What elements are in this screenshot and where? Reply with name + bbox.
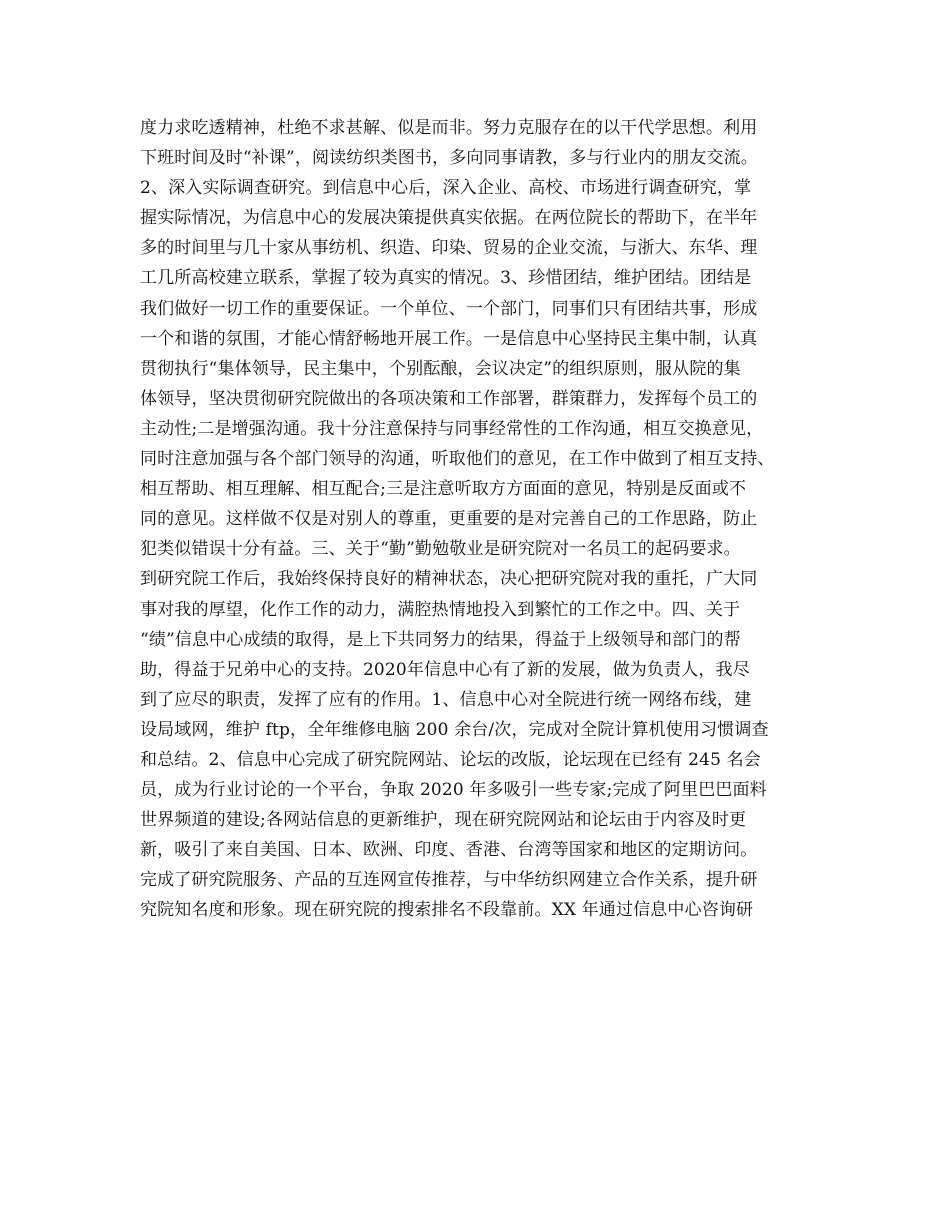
text-line: 多的时间里与几十家从事纺机、织造、印染、贸易的企业交流，与浙大、东华、理 bbox=[140, 238, 758, 259]
text-line: 助，得益于兄弟中心的支持。2020年信息中心有了新的发展，做为负责人，我尽 bbox=[140, 659, 750, 680]
text-line: 员，成为行业讨论的一个平台，争取 2020 年多吸引一些专家;完成了阿里巴巴面料 bbox=[140, 780, 767, 801]
body-text bbox=[140, 113, 830, 926]
text-line: 设局域网，维护 ftp，全年维修电脑 200 余台/次，完成对全院计算机使用习惯调查 bbox=[140, 719, 769, 740]
text-line: 同时注意加强与各个部门领导的沟通，听取他们的意见，在工作中做到了相互支持、 bbox=[140, 449, 775, 470]
text-line: 和总结。2、信息中心完成了研究院网站、论坛的改版，论坛现在已经有 245 名会 bbox=[140, 749, 761, 770]
text-line: 一个和谐的氛围，才能心情舒畅地开展工作。一是信息中心坚持民主集中制，认真 bbox=[140, 328, 758, 349]
text-line: 新，吸引了来自美国、日本、欧洲、印度、香港、台湾等国家和地区的定期访问。 bbox=[140, 840, 758, 861]
text-line: 握实际情况，为信息中心的发展决策提供真实依据。在两位院长的帮助下，在半年 bbox=[140, 208, 758, 229]
text-line: 我们做好一切工作的重要保证。一个单位、一个部门，同事们只有团结共事，形成 bbox=[140, 298, 758, 319]
text-line: 究院知名度和形象。现在研究院的搜索排名不段靠前。XX 年通过信息中心咨询研 bbox=[140, 900, 754, 921]
text-line: 到研究院工作后，我始终保持良好的精神状态，决心把研究院对我的重托，广大同 bbox=[140, 569, 758, 590]
text-line: 世界频道的建设;各网站信息的更新维护，现在研究院网站和论坛由于内容及时更 bbox=[140, 810, 747, 831]
text-line: 工几所高校建立联系，掌握了较为真实的情况。3、珍惜团结，维护团结。团结是 bbox=[140, 268, 752, 289]
text-line: 2、深入实际调查研究。到信息中心后，深入企业、高校、市场进行调查研究，掌 bbox=[140, 178, 752, 199]
text-line: 下班时间及时“补课”，阅读纺织类图书，多向同事请教，多与行业内的朋友交流。 bbox=[140, 148, 758, 169]
text-line: 到了应尽的职责，发挥了应有的作用。1、信息中心对全院进行统一网络布线，建 bbox=[140, 689, 752, 710]
text-line: 体领导，坚决贯彻研究院做出的各项决策和工作部署，群策群力，发挥每个员工的 bbox=[140, 388, 758, 409]
text-line: 度力求吃透精神，杜绝不求甚解、似是而非。努力克服存在的以干代学思想。利用 bbox=[140, 118, 758, 138]
text-line: 主动性;二是增强沟通。我十分注意保持与同事经常性的工作沟通，相互交换意见， bbox=[140, 418, 764, 439]
text-line: 完成了研究院服务、产品的互连网宣传推荐，与中华纺织网建立合作关系，提升研 bbox=[140, 870, 758, 891]
text-line: “绩”信息中心成绩的取得，是上下共同努力的结果，得益于上级领导和部门的帮 bbox=[140, 629, 741, 650]
text-line: 事对我的厚望，化作工作的动力，满腔热情地投入到繁忙的工作之中。四、关于 bbox=[140, 599, 741, 620]
text-line: 贯彻执行“集体领导，民主集中，个别酝酿，会议决定”的组织原则，服从院的集 bbox=[140, 358, 741, 379]
text-line: 相互帮助、相互理解、相互配合;三是注意听取方方面面的意见，特别是反面或不 bbox=[140, 479, 747, 500]
text-line: 犯类似错误十分有益。三、关于“勤”勤勉敬业是研究院对一名员工的起码要求。 bbox=[140, 539, 741, 560]
text-line: 同的意见。这样做不仅是对别人的尊重，更重要的是对完善自己的工作思路，防止 bbox=[140, 509, 758, 530]
